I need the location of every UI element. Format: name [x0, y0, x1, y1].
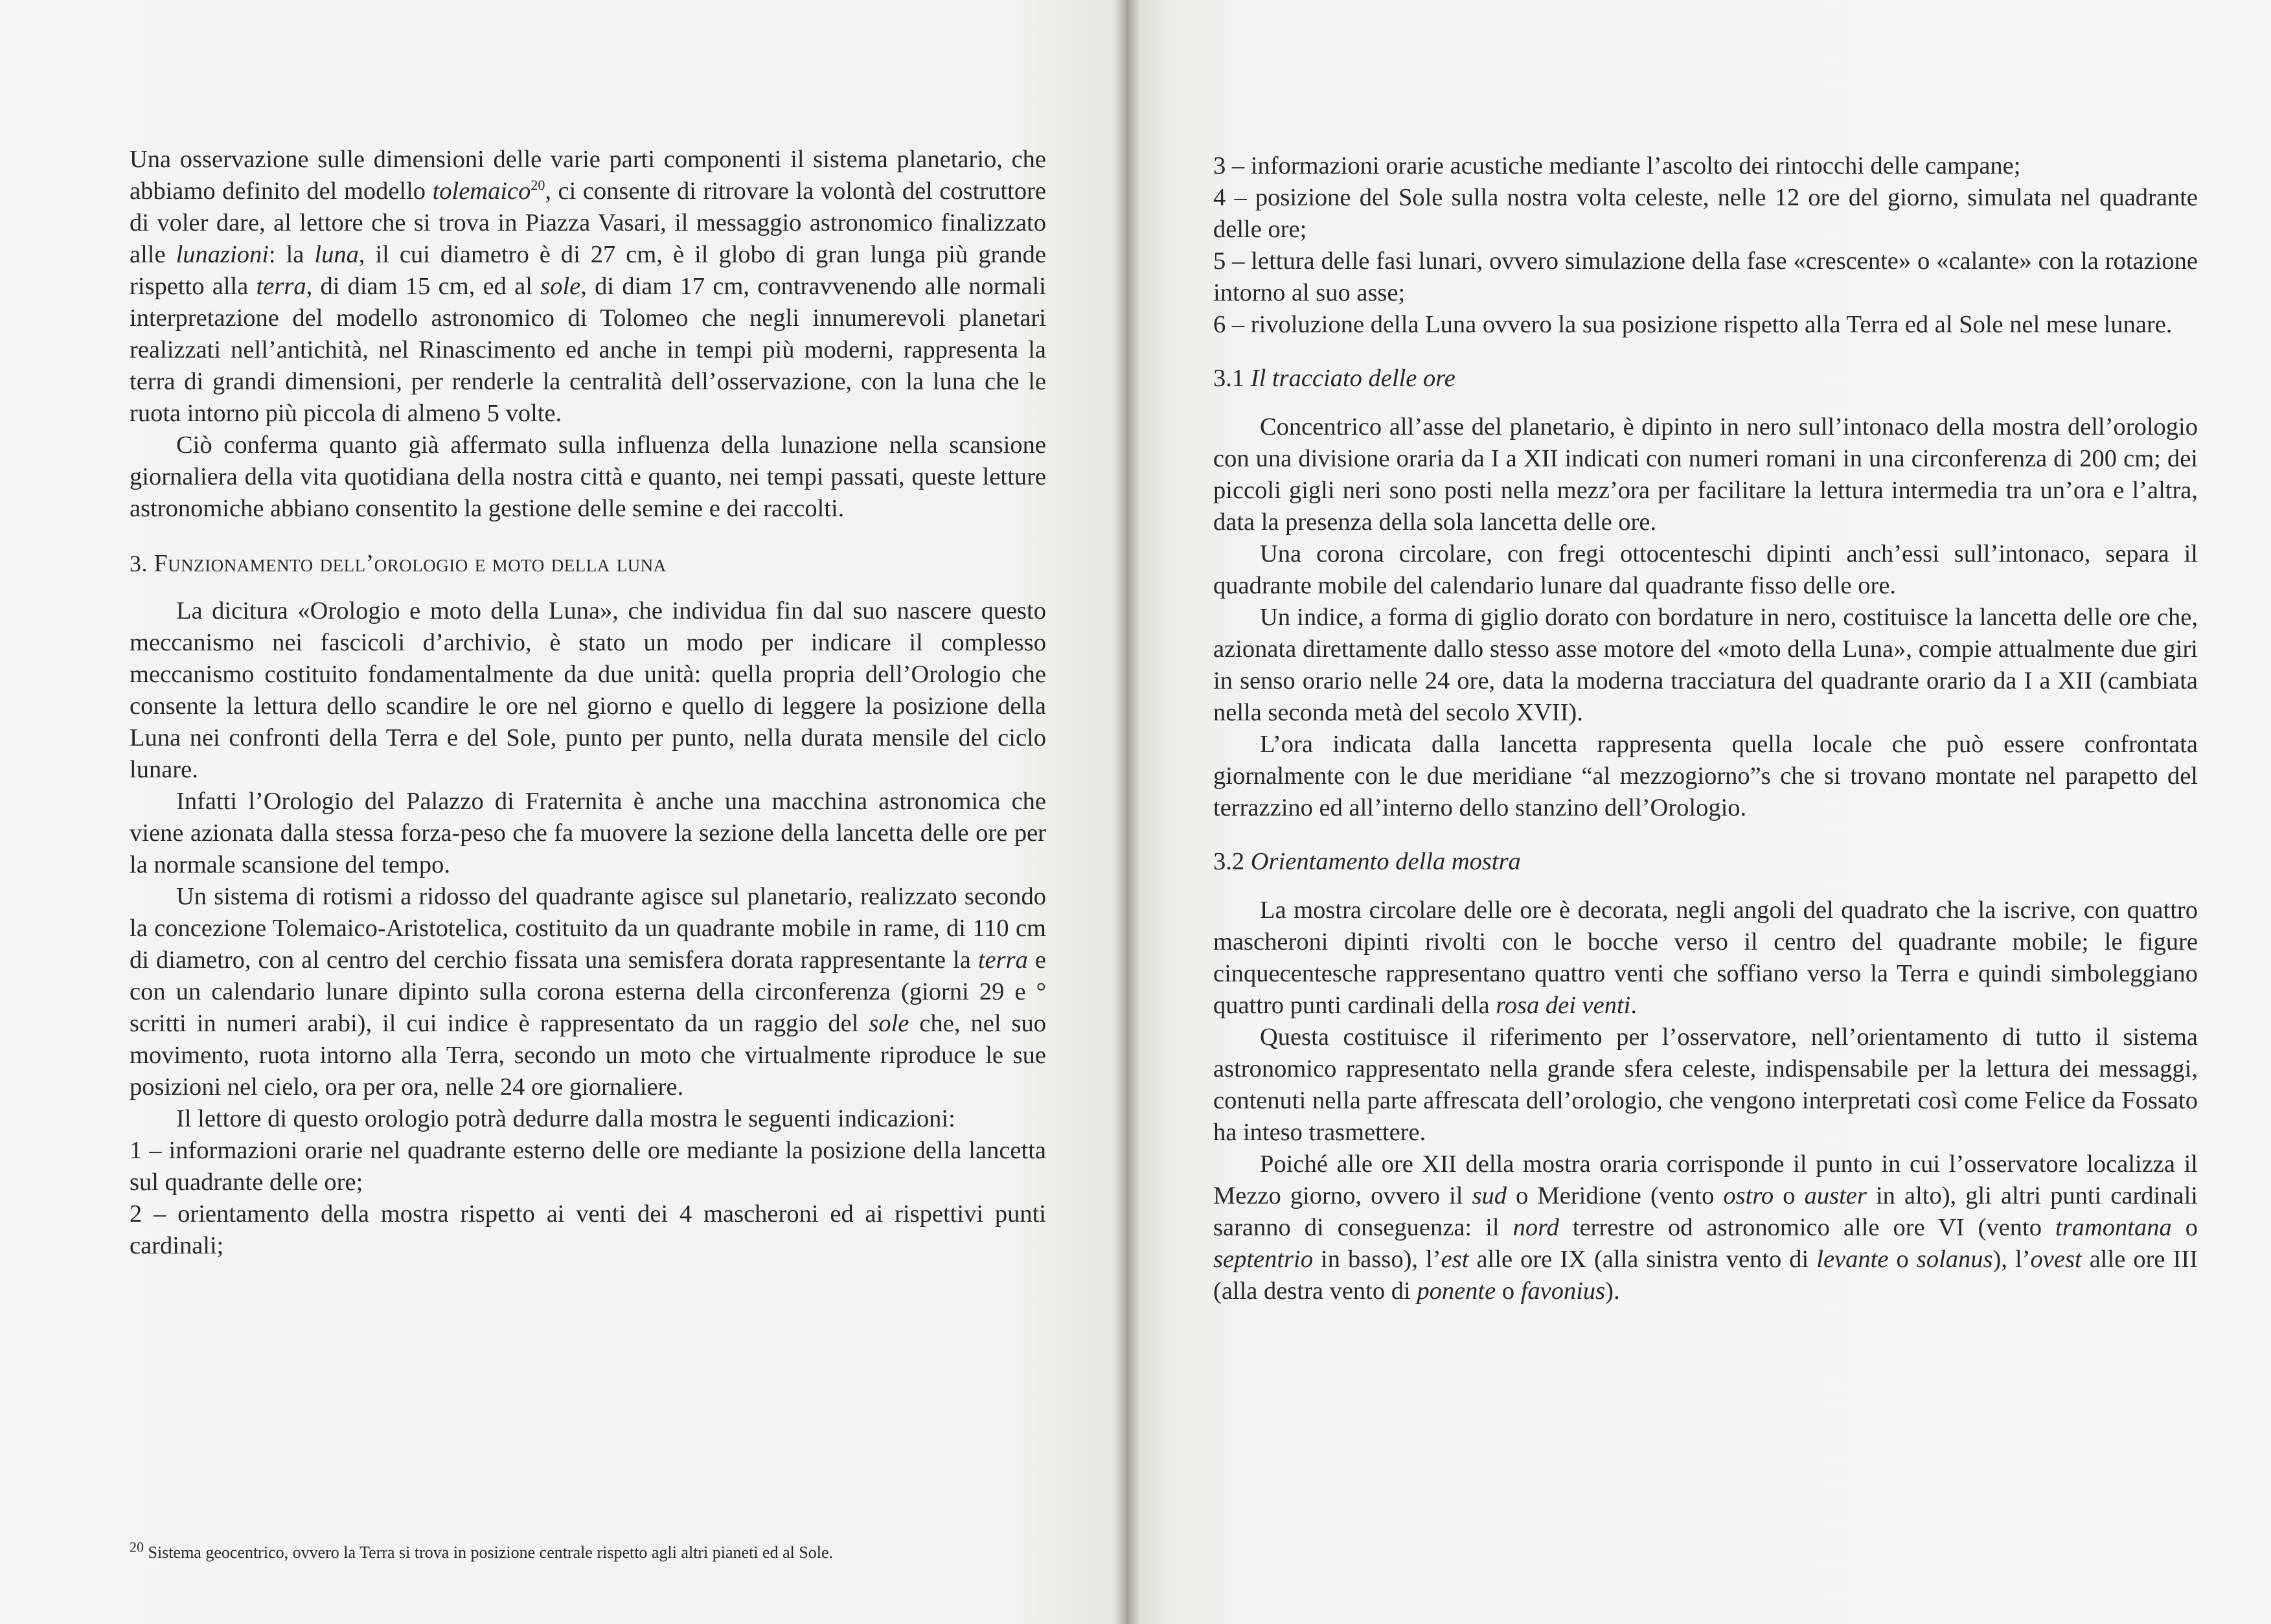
subsection-heading: 3.1 Il tracciato delle ore: [1213, 365, 1455, 392]
list-item: 4 – posizione del Sole sulla nostra volta celeste, nelle 12 ore del giorno, simulata nel quadrante delle ore;: [1213, 184, 2198, 243]
paragraph: Una osservazione sulle dimensioni delle varie parti componenti il sistema planetario, che abbiamo definito del modello tolemaico$^{20}$, ci consente di ritrovare la volontà del costruttore di voler dare, al lettore che si trova in Piazza Vasari, il messaggio astronomico finalizzato alle lunazioni: la luna, il cui diametro è di 27 cm, è il globo di gran lunga più grande rispetto alla terra, di diam 15 cm, ed al sole, di diam 17 cm, contravvenendo alle normali interpretazione del modello astronomico di Tolomeo che negli innumerevoli planetari realizzati nell’antichità, nel Rinascimento ed anche in tempi più moderni, rappresenta la terra di grandi dimensioni, per renderle la centralità dell’osservazione, con la luna che le ruota intorno più piccola di almeno 5 volte.: [130, 146, 1047, 427]
paragraph: Ciò conferma quanto già affermato sulla influenza della lunazione nella scansione giornaliera della vita quotidiana della nostra città e quanto, nei tempi passati, queste letture astronomiche abbiano consentito la gestione delle semine e dei raccolti.: [130, 431, 1046, 522]
paragraph: La mostra circolare delle ore è decorata, negli angoli del quadrato che la iscrive, con quattro mascheroni dipinti rivolti con le bocche verso il centro del quadrante mobile; le figure cinquecentesche rappresentano quattro venti che soffiano verso la Terra e quindi simboleggiano quattro punti cardinali della rosa dei venti.: [1213, 897, 2198, 1019]
footnote: $^{20}$ Sistema geocentrico, ovvero la Terra si trova in posizione centrale rispetto agli altri pianeti ed al Sole.: [130, 1538, 834, 1562]
paragraph: L’ora indicata dalla lancetta rappresenta quella locale che può essere confrontata giornalmente con le due meridiane “al mezzogiorno”s che si trovano montate nel parapetto del terrazzino ed all’interno dello stanzino dell’Orologio.: [1213, 731, 2198, 821]
paragraph: Concentrico all’asse del planetario, è dipinto in nero sull’intonaco della mostra dell’orologio con una divisione oraria da I a XII indicati con numeri romani in una circonferenza di 200 cm; dei piccoli gigli neri sono posti nella mezz’ora per facilitare la lettura intermedia tra un’ora e l’altra, data la presenza della sola lancetta delle ore.: [1213, 413, 2198, 536]
paragraph: Una corona circolare, con fregi ottocenteschi dipinti anch’essi sull’intonaco, separa il quadrante mobile del calendario lunare dal quadrante fisso delle ore.: [1213, 540, 2198, 599]
list-item: 1 – informazioni orarie nel quadrante esterno delle ore mediante la posizione della lancetta sul quadrante delle ore;: [130, 1137, 1046, 1196]
paragraph: Infatti l’Orologio del Palazzo di Fraternita è anche una macchina astronomica che viene azionata dalla stessa forza-peso che fa muovere la sezione della lancetta delle ore per la normale scansione del tempo.: [130, 788, 1046, 878]
subsection-heading: 3.2 Orientamento della mostra: [1213, 848, 1521, 875]
list-item: 2 – orientamento della mostra rispetto ai venti dei 4 mascheroni ed ai rispettivi punti cardinali;: [130, 1200, 1046, 1259]
paragraph: Poiché alle ore XII della mostra oraria corrisponde il punto in cui l’osservatore localizza il Mezzo giorno, ovvero il sud o Meridione (vento ostro o auster in alto), gli altri punti cardinali saranno di conseguenza: il nord terrestre od astronomico alle ore VI (vento tramontana o septentrio in basso), l’est alle ore IX (alla sinistra vento di levante o solanus), l’ovest alle ore III (alla destra vento di ponente o favonius).: [1213, 1150, 2198, 1305]
paragraph: Questa costituisce il riferimento per l’osservatore, nell’orientamento di tutto il sistema astronomico rappresentato nella grande sfera celeste, indispensabile per la lettura dei messaggi, contenuti nella parte affrescata dell’orologio, che vengono interpretati così come Felice da Fossato ha inteso trasmettere.: [1213, 1024, 2198, 1146]
paragraph: La dicitura «Orologio e moto della Luna», che individua fin dal suo nascere questo meccanismo nei fascicoli d’archivio, è stato un modo per indicare il complesso meccanismo costituito fondamentalmente da due unità: quella propria dell’Orologio che consente la lettura dello scandire le ore nel giorno e quello di leggere la posizione della Luna nei confronti della Terra e del Sole, punto per punto, nella durata mensile del ciclo lunare.: [130, 597, 1046, 783]
left-text-column: [130, 144, 1046, 1262]
list-item: 5 – lettura delle fasi lunari, ovvero simulazione della fase «crescente» o «calante» con la rotazione intorno al suo asse;: [1213, 247, 2198, 306]
paragraph: Il lettore di questo orologio potrà dedurre dalla mostra le seguenti indicazioni:: [176, 1105, 955, 1132]
book-gutter: [1114, 0, 1140, 1624]
right-page: [1127, 0, 2271, 1624]
paragraph: Un sistema di rotismi a ridosso del quadrante agisce sul planetario, realizzato secondo la concezione Tolemaico-Aristotelica, costituito da un quadrante mobile in rame, di 110 cm di diametro, con al centro del cerchio fissata una semisfera dorata rappresentante la terra e con un calendario lunare dipinto sulla corona esterna della circonferenza (giorni 29 e ° scritti in numeri arabi), il cui indice è rappresentato da un raggio del sole che, nel suo movimento, ruota intorno alla Terra, secondo un moto che virtualmente riproduce le sue posizioni nel cielo, ora per ora, nelle 24 ore giornaliere.: [130, 883, 1047, 1101]
list-item: 3 – informazioni orarie acustiche mediante l’ascolto dei rintocchi delle campane;: [1213, 152, 2021, 179]
list-item: 6 – rivoluzione della Luna ovvero la sua posizione rispetto alla Terra ed al Sole nel mese lunare.: [1213, 311, 2173, 338]
paragraph: Un indice, a forma di giglio dorato con bordature in nero, costituisce la lancetta delle ore che, azionata direttamente dallo stesso asse motore del «moto della Luna», compie attualmente due giri in senso orario nelle 24 ore, data la moderna tracciatura del quadrante orario da I a XII (cambiata nella seconda metà del secolo XVII).: [1213, 604, 2198, 726]
right-text-column: [1213, 150, 2198, 1307]
left-page: [0, 0, 1127, 1624]
footnote-ref: 20: [531, 177, 545, 194]
section-heading: 3. Funzionamento dell’orologio e moto della luna: [130, 550, 667, 577]
